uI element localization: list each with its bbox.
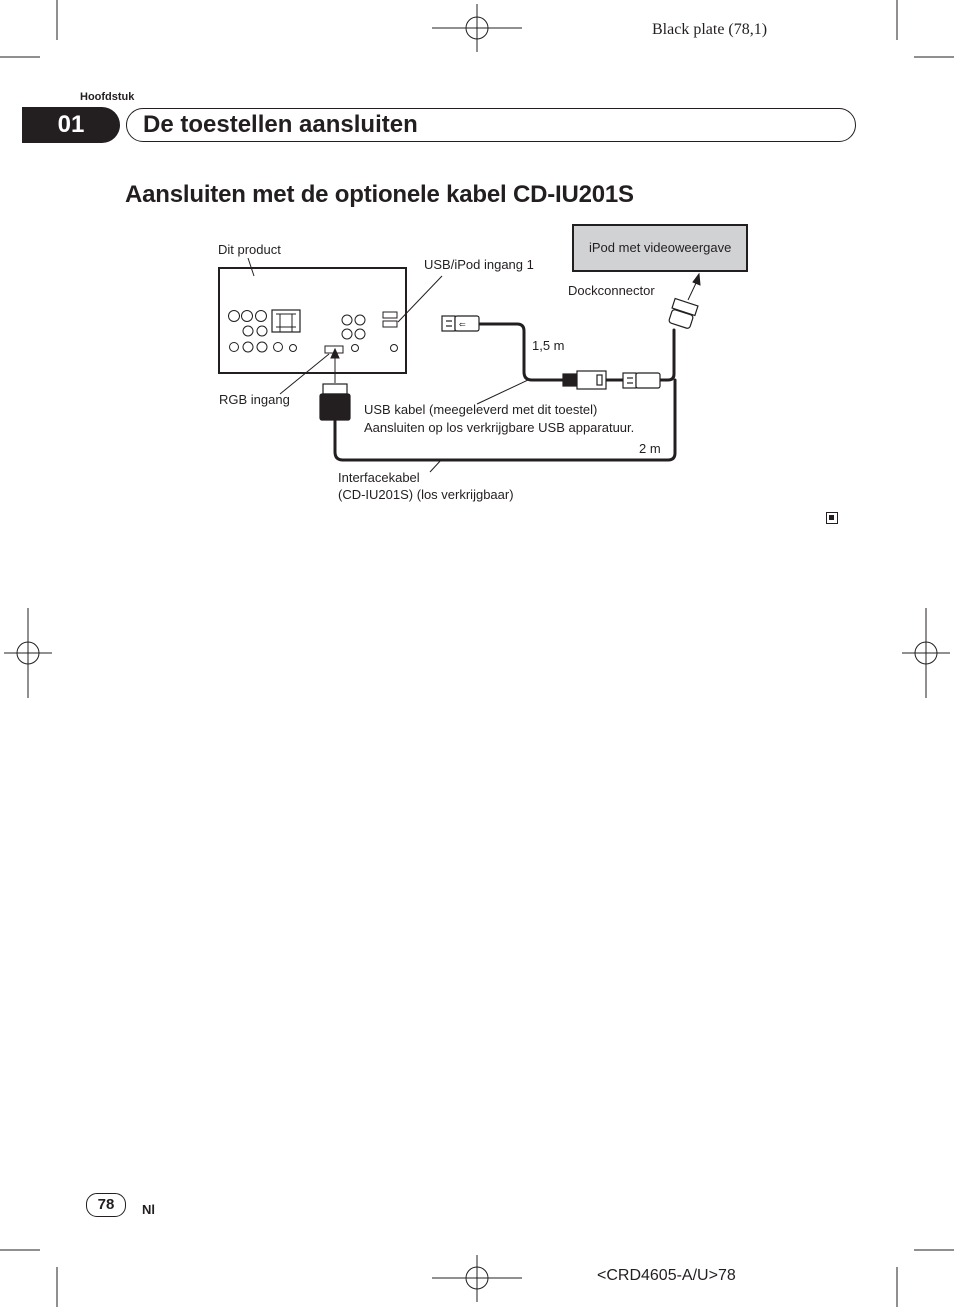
label-usb-length: 1,5 m [532,338,565,353]
label-ipod: iPod met videoweergave [589,240,732,255]
chapter-label: Hoofdstuk [80,91,135,103]
head-unit-illustration [219,268,406,373]
svg-text:⇐: ⇐ [459,320,466,329]
label-dit-product: Dit product [218,242,281,257]
section-title: Aansluiten met de optionele kabel CD-IU201S [125,181,634,208]
label-usb-cable-line2: Aansluiten op los verkrijgbare USB apparatuur. [364,420,635,435]
label-usb-ipod-ingang: USB/iPod ingang 1 [424,257,534,272]
plate-label: Black plate (78,1) [652,21,768,38]
label-dockconnector: Dockconnector [568,283,655,298]
chapter-title: De toestellen aansluiten [126,108,856,142]
label-interface-length: 2 m [639,441,661,456]
label-interface-line1: Interfacekabel [338,470,420,485]
page-number: 78 [86,1193,126,1217]
end-of-section-icon [826,512,838,524]
label-interface-line2: (CD-IU201S) (los verkrijgbaar) [338,487,514,502]
chapter-number-badge: 01 [22,107,120,143]
connection-diagram [0,0,954,560]
label-rgb-ingang: RGB ingang [219,392,290,407]
label-usb-cable-line1: USB kabel (meegeleverd met dit toestel) [364,402,598,417]
document-code: <CRD4605-A/U>78 [597,1267,736,1284]
language-code: Nl [142,1202,155,1217]
